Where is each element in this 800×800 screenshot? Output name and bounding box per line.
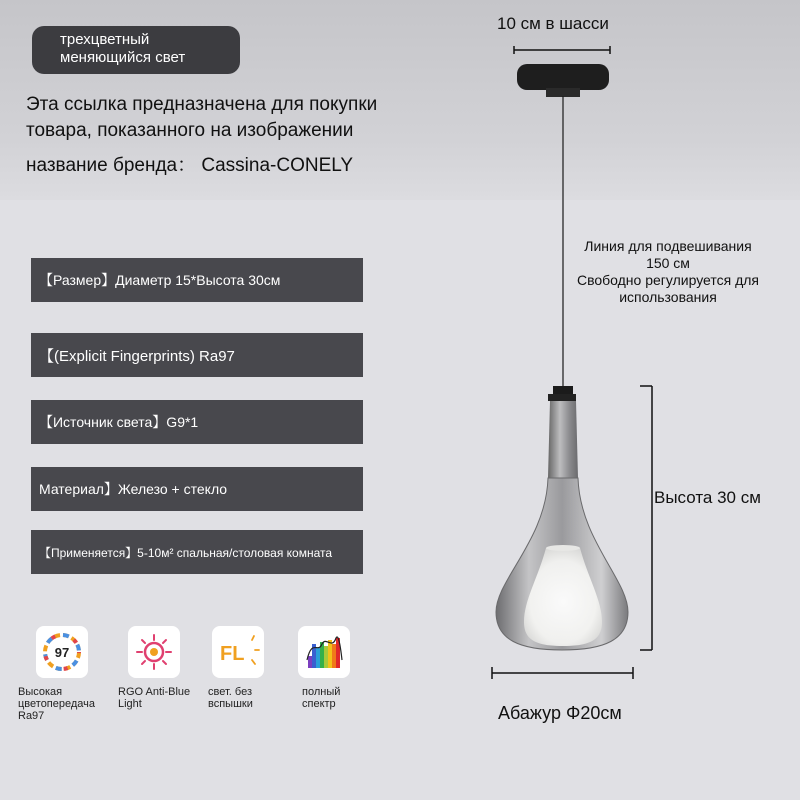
feature-ra97 bbox=[20, 626, 108, 722]
spec-light-source: 【Источник света】G9*1 bbox=[31, 400, 363, 444]
ra97-caption-1: Высокая bbox=[18, 686, 63, 698]
ra97-caption-3: Ra97 bbox=[18, 710, 45, 722]
ra97-caption-2: цветопередача bbox=[18, 698, 96, 710]
spec-application: 【Применяется】5-10м² спальная/столовая комната bbox=[31, 530, 363, 574]
height-label: Высота 30 см bbox=[654, 488, 761, 507]
brand-line: название бренда： Cassina-CONELY bbox=[26, 155, 354, 176]
ra97-caption bbox=[18, 686, 108, 722]
hanging-line-3: Свободно регулируется для bbox=[576, 272, 760, 288]
spec-size: 【Размер】Диаметр 15*Высота 30см bbox=[31, 258, 363, 302]
flicker-free-icon bbox=[212, 626, 264, 678]
height-dimension-marker bbox=[640, 386, 652, 650]
anti-blue-caption-2: Light bbox=[118, 698, 142, 710]
feature-flicker-free bbox=[196, 626, 284, 710]
anti-blue-light-icon bbox=[128, 626, 180, 678]
chassis-size-label: 10 см в шасси bbox=[497, 14, 609, 33]
lamp-body bbox=[496, 386, 628, 650]
anti-blue-caption-1: RGO Anti-Blue bbox=[118, 686, 191, 698]
chassis-dimension-marker bbox=[514, 46, 610, 54]
badge-line-1: трехцветный bbox=[60, 31, 150, 48]
ra97-badge-text: 97 bbox=[54, 645, 70, 660]
anti-blue-caption bbox=[118, 686, 200, 710]
flicker-free-caption-2: вспышки bbox=[208, 698, 253, 710]
flicker-free-caption-1: свет. без bbox=[208, 686, 252, 698]
hanging-line-4: использования bbox=[619, 289, 717, 305]
full-spectrum-caption bbox=[302, 686, 370, 710]
full-spectrum-icon bbox=[298, 626, 350, 678]
feature-full-spectrum bbox=[282, 626, 370, 710]
ceiling-canopy bbox=[517, 64, 609, 97]
intro-line-2: товара, показанного на изображении bbox=[26, 120, 354, 141]
shade-dimension-marker bbox=[492, 667, 633, 679]
feature-anti-blue bbox=[112, 626, 200, 710]
flicker-free-badge-text: FL bbox=[220, 643, 245, 665]
spec-material: Материал】Железо + стекло bbox=[31, 467, 363, 511]
ra97-icon bbox=[36, 626, 88, 678]
hanging-line-1: Линия для подвешивания bbox=[584, 238, 752, 254]
spec-cri: 【(Explicit Fingerprints) Ra97 bbox=[31, 333, 363, 377]
hanging-line-2: 150 см bbox=[646, 255, 690, 271]
shade-diameter-label: Абажур Φ20см bbox=[498, 703, 622, 723]
flicker-free-caption bbox=[208, 686, 284, 710]
full-spectrum-caption-2: спектр bbox=[302, 698, 336, 710]
full-spectrum-caption-1: полный bbox=[302, 686, 341, 698]
badge-line-2: меняющийся свет bbox=[60, 49, 186, 66]
intro-line-1: Эта ссылка предназначена для покупки bbox=[26, 94, 378, 115]
